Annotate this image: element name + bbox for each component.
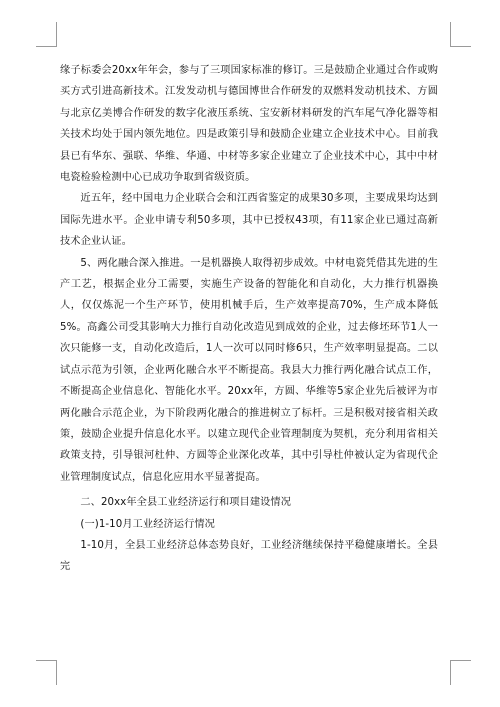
document-body bbox=[60, 60, 438, 578]
crop-mark-bottom-right bbox=[450, 660, 471, 685]
crop-mark-top-right bbox=[450, 22, 471, 47]
subsection-heading: (一)1-10月工业经济运行情况 bbox=[80, 518, 215, 530]
paragraph-1: 缘子标委会20xx年年会，参与了三项国家标准的修订。三是鼓励企业通过合作或购买方式引进高新技术。江发发动机与德国博世合作研发的双燃料发动机技术、方圆与北京亿美博合作研发的数字化液压系统、宝安新材料研发的汽车尾气净化器等相关技术均处于国内领先地位。四是政策引导和鼓励企业建立企业技术中心。目前我县已有华东、强联、华维、华通、中材等多家企业建立了企业技术中心，其中中材电瓷检验检测中心已成功争取到省级资质。 bbox=[60, 65, 438, 184]
crop-mark-top-left bbox=[36, 22, 57, 47]
crop-mark-bottom-left bbox=[36, 660, 57, 685]
paragraph-3: 5、两化融合深入推进。一是机器换人取得初步成效。中材电瓷凭借其先进的生产工艺，根据企业分工需要，实施生产设备的智能化和自动化，大力推行机器换人，仅仅炼泥一个生产环节，使用机械手后，生产效率提高70%，生产成本降低5%。高鑫公司受其影响大力推行自动化改造见到成效的企业，过去修坯环节1人一次只能修一支，自动化改造后，1人一次可以同时修6只，生产效率明显提高。二以试点示范为引领，企业两化融合水平不断提高。我县大力推行两化融合试点工作，不断提高企业信息化、智能化水平。20xx年，方圆、华维等5家企业先后被评为市两化融合示范企业，为下阶段两化融合的推进树立了标杆。三是积极对接省相关政策，鼓励企业提升信息化水平。以建立现代企业管理制度为契机，充分利用省相关政策支持，引导银河杜仲、方圆等企业深化改革，其中引导杜仲被认定为省现代企业管理制度试点，信息化应用水平显著提高。 bbox=[60, 257, 438, 483]
paragraph-2: 近五年，经中国电力企业联合会和江西省鉴定的成果30多项，主要成果均达到国际先进水平。企业申请专利50多项，其中已授权43项，有11家企业已通过高新技术企业认证。 bbox=[60, 193, 438, 248]
section-heading: 二、20xx年全县工业经济运行和项目建设情况 bbox=[80, 497, 291, 509]
paragraph-4: 1-10月，全县工业经济总体态势良好，工业经济继续保持平稳健康增长。全县完 bbox=[60, 539, 438, 573]
